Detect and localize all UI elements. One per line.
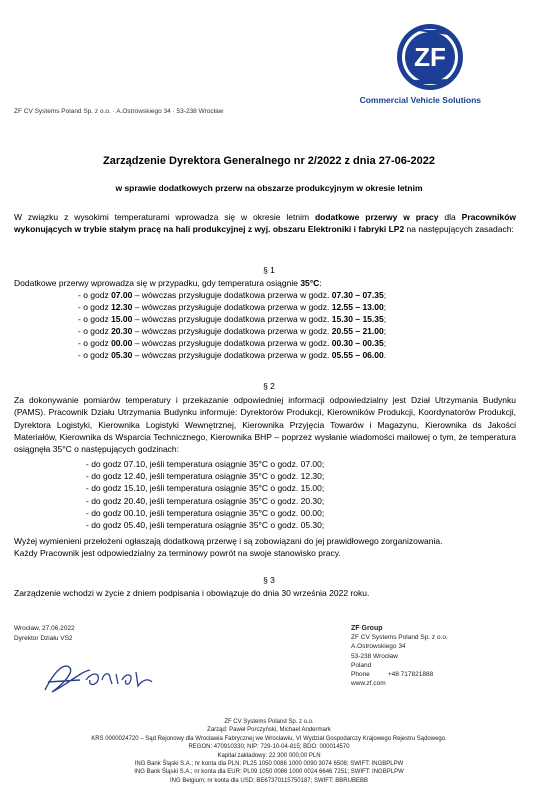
legal-footer: ZF CV Systems Poland Sp. z o.o. Zarząd: Paweł Porczyński, Michael Andermark KRS 0000024720 – Sąd Rejonowy dla Wrocławia Fabrycznej we Wrocławiu, VI Wydział Gospodarczy Krajowego Rejestru Sądowego. REGON: 470910330; NIP: 729-10-04-815; BDO: 000014570 Kapitał zakładowy: 22 300 000,00 PLN ING Bank Śląski S.A.; nr konta dla PLN: PL25 1050 0086 1000 0090 3074 6508; SWIFT: INGBPLPW ING Bank Śląski S.A.; nr konta dla EUR: PL09 1050 0086 1000 0024 6646 7251; SWIFT: INGBPLPW ING Belgium; nr konta dla USD: BE67370115750187; SWIFT: BBRUBEBB	[91, 719, 447, 784]
section-2-paragraph: Za dokonywanie pomiarów temperatury i przekazanie odpowiedniej informacji odpowiedzialny jest Dział Utrzymania Budynku (PAMS). Pracownik Działu Utrzymania Budynku informuje: Dyrektorów Produkcji, Kierowników Produkcji, Koordynatorów Produkcji, Dyrektora Logistyki, Kierownika Logistyki Wewnętrznej, Kierownika Przyjęcia Towarów i Magazynu, Kierownika ds Jakości Materiałów, Kierownika ds Wsparcia Technicznego, Kierownika BHP – poprzez wysłanie wiadomości mailowej o tym, że temperatura osiągnęła 35°C o następujących godzinach:	[14, 395, 516, 455]
break-row: - o godz 20.30 – wówczas przysługuje dodatkowa przerwa w godz. 20.55 – 21.00;	[78, 326, 387, 336]
document-title: Zarządzenie Dyrektora Generalnego nr 2/2022 z dnia 27-06-2022	[103, 155, 435, 167]
notify-row: - do godz 00.10, jeśli temperatura osiągnie 35°C o godz. 00.00;	[86, 508, 325, 518]
section-2-closing: Wyżej wymienieni przełożeni ogłaszają dodatkową przerwę i są zobowiązani do jej prawidłowego zorganizowania. Każdy Pracownik jest odpowiedzialny za terminowy powrót na swoje stanowisko pracy.	[14, 536, 443, 559]
signer-role: Dyrektor Działu VS2	[14, 635, 73, 642]
break-row: - o godz 05.30 – wówczas przysługuje dodatkowa przerwa w godz. 05.55 – 06.00.	[78, 350, 387, 360]
break-row: - o godz 15.00 – wówczas przysługuje dodatkowa przerwa w godz. 15.30 – 15.35;	[78, 314, 387, 324]
notify-row: - do godz 05.40, jeśli temperatura osiągnie 35°C o godz. 05.30;	[86, 520, 325, 530]
section-3-text: Zarządzenie wchodzi w życie z dniem podpisania i obowiązuje do dnia 30 września 2022 roku.	[14, 588, 370, 598]
zf-logo	[395, 22, 465, 92]
intro-paragraph: W związku z wysokimi temperaturami wprowadza się w okresie letnim dodatkowe przerwy w pracy dla Pracowników wykonujących w trybie stałym pracę na hali produkcyjnej z wyj. obszaru Elektroniki i fabryki LP2 na następujących zasadach:	[14, 212, 516, 235]
handwritten-signature	[40, 650, 165, 700]
section-1-heading: § 1	[263, 265, 275, 275]
section-3-heading: § 3	[263, 575, 275, 585]
notify-row: - do godz 07.10, jeśli temperatura osiągnie 35°C o godz. 07.00;	[86, 459, 325, 469]
break-row: - o godz 00.00 – wówczas przysługuje dodatkowa przerwa w godz. 00.30 – 00.35;	[78, 338, 387, 348]
break-row: - o godz 07.00 – wówczas przysługuje dodatkowa przerwa w godz. 07.30 – 07.35;	[78, 290, 387, 300]
svg-text:ZF: ZF	[414, 42, 446, 72]
notify-row: - do godz 12.40, jeśli temperatura osiągnie 35°C o godz. 12.30;	[86, 471, 325, 481]
zf-group-heading: ZF Group	[351, 625, 383, 632]
document-subtitle: w sprawie dodatkowych przerw na obszarze produkcyjnym w okresie letnim	[115, 183, 423, 193]
brand-tagline: Commercial Vehicle Solutions	[359, 95, 481, 105]
section-1-lead: Dodatkowe przerwy wprowadza się w przypadku, gdy temperatura osiągnie 35°C:	[14, 278, 322, 288]
break-row: - o godz 12.30 – wówczas przysługuje dodatkowa przerwa w godz. 12.55 – 13.00;	[78, 302, 387, 312]
notify-row: - do godz 20.40, jeśli temperatura osiągnie 35°C o godz. 20.30;	[86, 496, 325, 506]
notify-row: - do godz 15.10, jeśli temperatura osiągnie 35°C o godz. 15.00;	[86, 483, 325, 493]
section-2-heading: § 2	[263, 381, 275, 391]
signature-block	[14, 624, 75, 644]
company-address: ZF CV Systems Poland Sp. z o.o. · A.Ostrowskiego 34 · 53-238 Wrocław	[14, 108, 224, 115]
place-date: Wrocław, 27.06.2022	[14, 625, 75, 632]
zf-group-block: ZF Group ZF CV Systems Poland Sp. z o.o. A.Ostrowskiego 34 53-238 Wrocław Poland Phone +48 717821888 www.zf.com	[351, 625, 448, 688]
